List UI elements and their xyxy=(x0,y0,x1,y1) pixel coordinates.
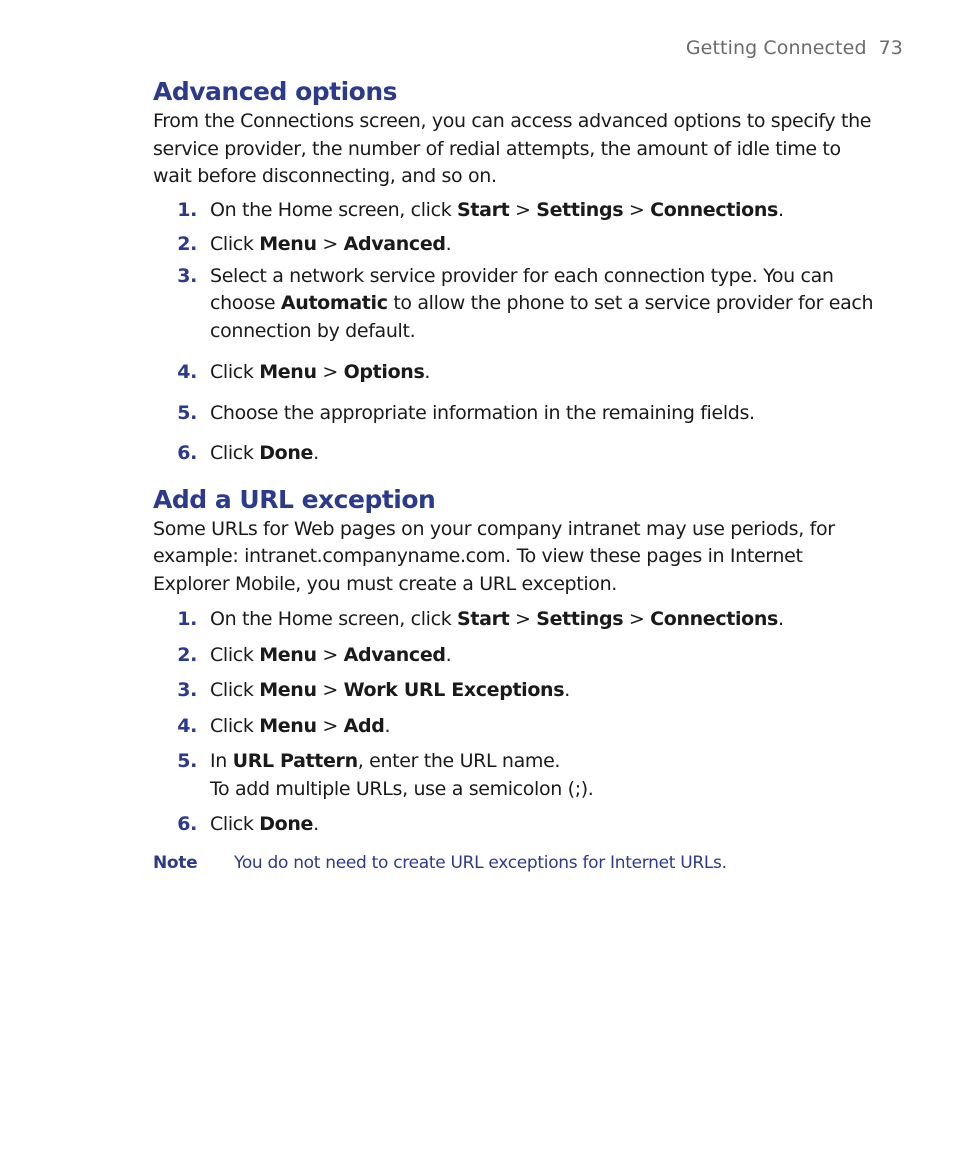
step-number: 1. xyxy=(177,608,197,630)
step-text: In URL Pattern, enter the URL name. To add multiple URLs, use a semicolon (;). xyxy=(210,750,594,800)
step-text: On the Home screen, click Start > Settings > Connections. xyxy=(210,608,784,630)
section-intro: From the Connections screen, you can access advanced options to specify the service provider, the number of redial attempts, the amount of idle time to wait before disconnecting, and so on. xyxy=(153,110,872,187)
step-item xyxy=(153,400,883,428)
step-item xyxy=(153,231,883,259)
note-text: You do not need to create URL exceptions for Internet URLs. xyxy=(234,852,727,873)
step-number: 3. xyxy=(177,264,197,287)
section-title-add-url-exception: Add a URL exception xyxy=(153,484,436,514)
steps-list xyxy=(153,606,883,839)
step-item xyxy=(153,197,883,225)
step-text: Click Menu > Work URL Exceptions. xyxy=(210,679,570,701)
step-number: 5. xyxy=(177,750,197,772)
step-text: Click Menu > Options. xyxy=(210,361,431,383)
step-number: 6. xyxy=(177,813,197,835)
step-text: Click Menu > Advanced. xyxy=(210,233,452,255)
step-item xyxy=(153,263,883,346)
step-number: 6. xyxy=(177,442,197,464)
step-item xyxy=(153,440,883,468)
step-item xyxy=(153,811,883,839)
step-subtext: To add multiple URLs, use a semicolon (;). xyxy=(210,777,594,800)
step-item xyxy=(153,748,883,803)
step-text: Click Done. xyxy=(210,813,319,835)
page-number: 73 xyxy=(878,37,903,59)
step-item xyxy=(153,359,883,387)
step-text: Click Menu > Add. xyxy=(210,714,391,737)
step-item xyxy=(153,606,883,634)
step-item xyxy=(153,642,883,670)
step-text: Click Done. xyxy=(210,442,319,464)
step-number: 5. xyxy=(177,401,197,424)
section-title-advanced-options: Advanced options xyxy=(153,77,398,106)
step-number: 4. xyxy=(177,714,197,737)
step-number: 2. xyxy=(177,643,197,666)
step-item xyxy=(153,713,883,741)
step-number: 1. xyxy=(177,198,197,221)
steps-list xyxy=(153,197,883,468)
header-section-title: Getting Connected xyxy=(685,37,867,59)
step-number: 3. xyxy=(177,679,197,701)
step-number: 4. xyxy=(177,361,197,383)
step-text: Click Menu > Advanced. xyxy=(210,643,452,666)
step-item xyxy=(153,677,883,705)
section-intro: Some URLs for Web pages on your company intranet may use periods, for example: intranet.companyname.com. To view these pages in Internet Explorer Mobile, you must create a URL exception. xyxy=(153,517,835,595)
step-number: 2. xyxy=(177,233,197,255)
page-content xyxy=(153,76,883,873)
note-label: Note xyxy=(153,852,198,873)
step-text: Choose the appropriate information in the remaining fields. xyxy=(210,401,755,424)
running-header xyxy=(686,37,903,59)
step-text: On the Home screen, click Start > Settings > Connections. xyxy=(210,198,784,221)
step-text: Select a network service provider for each connection type. You can choose Automatic to allow the phone to set a service provider for each connection by default. xyxy=(210,264,874,342)
note xyxy=(153,853,883,873)
